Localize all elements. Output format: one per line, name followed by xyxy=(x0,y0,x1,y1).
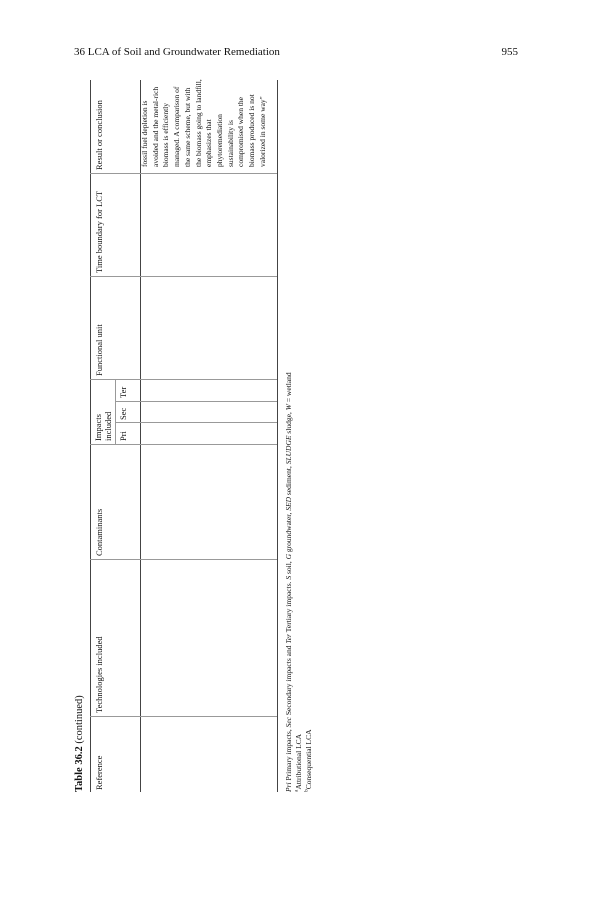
result-line-text: valorized in some way xyxy=(257,99,267,167)
result-line: compromised when the xyxy=(236,97,246,167)
column-divider xyxy=(115,422,277,423)
result-line: emphasizes that xyxy=(204,119,214,167)
abbr-def: Primary impacts, xyxy=(284,727,293,783)
footnote-abbreviations xyxy=(284,372,294,792)
footnote-text: Consequential LCA xyxy=(304,729,313,790)
result-line: phytoremediation xyxy=(214,114,224,167)
column-divider xyxy=(90,559,277,560)
result-line: avoided and the metal-rich xyxy=(150,86,160,167)
abbr-def: soil, xyxy=(284,559,293,576)
footnote-mark: a xyxy=(293,789,300,792)
table-footnotes xyxy=(284,372,314,792)
footnote-b xyxy=(304,372,314,792)
header-time-boundary: Time boundary for LCT xyxy=(94,190,104,273)
result-line: sustainability is xyxy=(225,120,235,167)
header-impacts-sec: Sec xyxy=(118,407,128,420)
abbr-def: sediment, xyxy=(284,464,293,497)
abbr-def: Secondary impacts and xyxy=(284,643,293,717)
header-functional-unit: Functional unit xyxy=(94,324,104,376)
impacts-subheader-rule xyxy=(115,380,116,445)
abbr-def: sludge, xyxy=(284,410,293,436)
column-divider xyxy=(90,276,277,277)
abbr-term: G xyxy=(284,553,293,560)
header-result: Result or conclusion xyxy=(94,100,104,170)
abbr-term: SLUDGE xyxy=(284,435,293,465)
result-line: biomass produced is not xyxy=(247,94,257,167)
abbr-term: Ter xyxy=(284,633,293,644)
abbr-term: S xyxy=(284,575,293,580)
column-divider xyxy=(90,444,277,445)
table-caption-label: Table 36.2 xyxy=(74,746,85,792)
result-line: biomass is efficiently xyxy=(161,102,171,167)
footnote-mark: b xyxy=(303,789,310,792)
header-impacts: Impacts included xyxy=(93,411,113,441)
table-caption xyxy=(74,695,85,792)
result-line: managed. A comparison of xyxy=(172,86,182,167)
running-header xyxy=(74,46,518,62)
result-cell xyxy=(140,75,268,167)
result-line: the biomass going to landfill, xyxy=(193,79,203,167)
page-number: 955 xyxy=(501,46,518,58)
column-divider xyxy=(90,379,277,380)
footnote-text: Attributional LCA xyxy=(294,733,303,790)
abbr-def: = wetland xyxy=(284,372,293,405)
running-header-title: 36 LCA of Soil and Groundwater Remediation xyxy=(74,46,280,58)
header-contaminants: Contaminants xyxy=(94,508,104,556)
header-impacts-ter: Ter xyxy=(118,386,128,398)
rotated-table-block xyxy=(74,80,354,792)
abbr-def: Tertiary impacts. xyxy=(284,579,293,634)
table-top-rule xyxy=(90,80,91,792)
column-divider xyxy=(90,173,277,174)
table-caption-text: (continued) xyxy=(74,695,85,744)
result-quote: " xyxy=(257,96,267,100)
result-line xyxy=(258,75,269,167)
table-header-rule xyxy=(140,80,141,792)
header-impacts-pri: Pri xyxy=(118,431,128,441)
table-bottom-rule xyxy=(277,80,278,792)
column-divider xyxy=(90,716,277,717)
footnote-a xyxy=(294,372,304,792)
abbr-term: Sec xyxy=(284,716,293,728)
abbr-term: SED xyxy=(284,496,293,511)
result-line: the same scheme, but with xyxy=(182,87,192,167)
header-reference: Reference xyxy=(94,755,104,790)
header-technologies: Technologies included xyxy=(94,636,104,713)
abbr-def: groundwater, xyxy=(284,510,293,554)
abbr-term: Pri xyxy=(284,782,293,792)
abbr-term: W xyxy=(284,404,293,411)
result-line: fossil fuel depletion is xyxy=(140,100,149,167)
column-divider xyxy=(115,401,277,402)
